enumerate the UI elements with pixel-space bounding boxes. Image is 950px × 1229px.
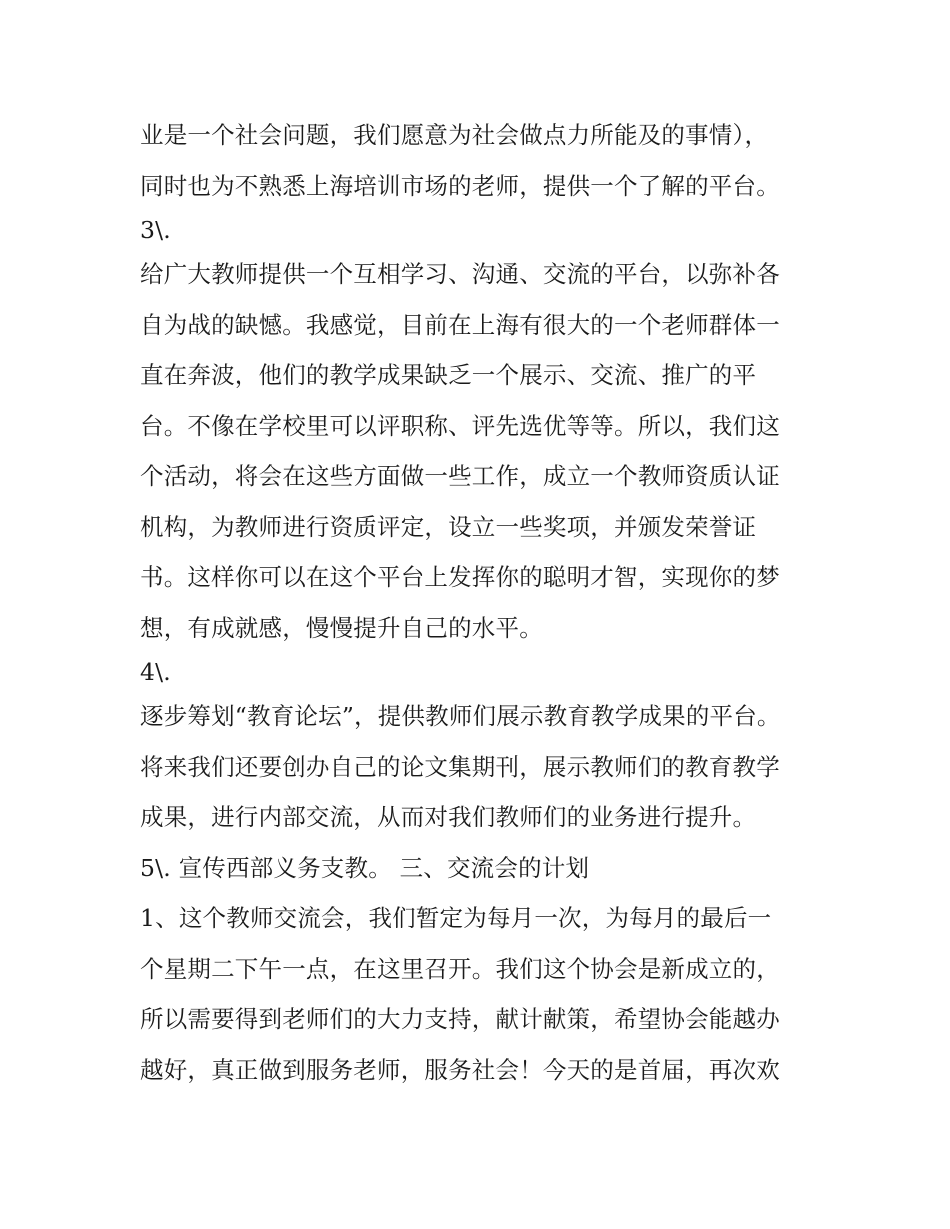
text-line: 直在奔波，他们的教学成果缺乏一个展示、交流、推广的平: [140, 361, 757, 389]
text-line: 个星期二下午一点，在这里召开。我们这个协会是新成立的，: [140, 954, 780, 983]
list-number: 3\.: [140, 216, 171, 244]
text-line: 同时也为不熟悉上海培训市场的老师，提供一个了解的平台。: [140, 171, 780, 200]
text-line: 机构，为教师进行资质评定，设立一些奖项，并颁发荣誉证: [140, 512, 757, 541]
text-line: 自为战的缺憾。我感觉，目前在上海有很大的一个老师群体一: [140, 310, 780, 339]
text-line: 业是一个社会问题，我们愿意为社会做点力所能及的事情），: [140, 121, 769, 149]
text-line: 台。不像在学校里可以评职称、评先选优等等。所以，我们这: [140, 411, 780, 440]
text-line: 逐步筹划“教育论坛”，提供教师们展示教育教学成果的平台。: [140, 702, 781, 730]
section-heading-line: 5\. 宣传西部义务支教。 三、交流会的计划: [140, 853, 590, 882]
text-line: 越好，真正做到服务老师，服务社会！今天的是首届，再次欢: [140, 1055, 780, 1084]
document-body: [140, 110, 830, 1095]
text-line: 1、这个教师交流会，我们暂定为每月一次，为每月的最后一: [140, 904, 772, 932]
text-line: 所以需要得到老师们的大力支持，献计献策，希望协会能越办: [140, 1005, 780, 1033]
text-line: 个活动，将会在这些方面做一些工作，成立一个教师资质认证: [140, 462, 780, 490]
text-line: 给广大教师提供一个互相学习、沟通、交流的平台，以弥补各: [140, 260, 780, 288]
text-line: 书。这样你可以在这个平台上发挥你的聪明才智，实现你的梦: [140, 563, 780, 591]
text-line: 将来我们还要创办自己的论文集期刊，展示教师们的教育教学: [140, 752, 780, 781]
list-number: 4\.: [140, 658, 171, 686]
text-line: 想，有成就感，慢慢提升自己的水平。: [140, 613, 543, 642]
text-line: 成果，进行内部交流，从而对我们教师们的业务进行提升。: [140, 803, 757, 831]
